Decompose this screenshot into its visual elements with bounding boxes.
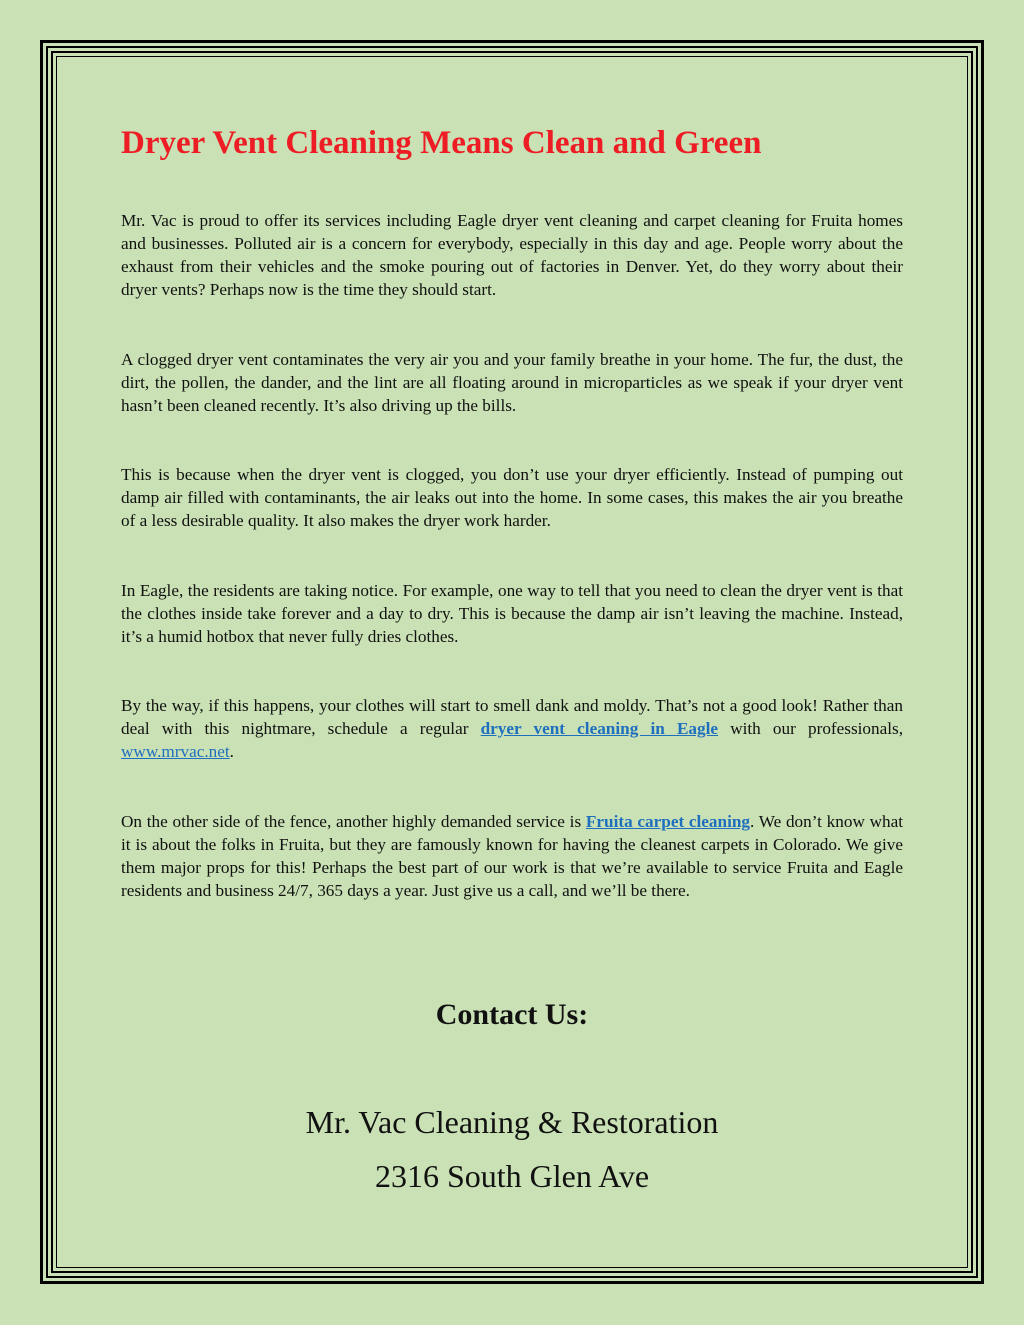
company-name: Mr. Vac Cleaning & Restoration xyxy=(305,1104,719,1140)
paragraph-schedule-text-middle: with our professionals, xyxy=(718,719,903,738)
dryer-vent-cleaning-eagle-link[interactable]: dryer vent cleaning in Eagle xyxy=(480,719,719,738)
company-address: 2316 South Glen Ave xyxy=(374,1158,650,1194)
paragraph-schedule xyxy=(121,694,903,763)
paragraph-schedule-text-after: . xyxy=(229,742,234,761)
paragraph-eagle-residents: In Eagle, the residents are taking notice. For example, one way to tell that you need to clean the dryer vent is that the clothes inside take forever and a day to dry. This is because the damp air isn’t leaving the machine. Instead, it’s a humid hotbox that never fully dries clothes. xyxy=(121,581,903,646)
contact-heading: Contact Us: xyxy=(435,998,589,1031)
paragraph-carpet-cleaning xyxy=(121,810,903,902)
paragraph-clogged-vent: A clogged dryer vent contaminates the very air you and your family breathe in your home. The fur, the dust, the dirt, the pollen, the dander, and the lint are all floating around in microparticles as we speak if your dryer vent hasn’t been cleaned recently. It’s also driving up the bills. xyxy=(121,350,903,415)
paragraph-carpet-text-after: . We don’t know what it is about the folks in Fruita, but they are famously known for having the cleanest carpets in Colorado. We give them major props for this! Perhaps the best part of our work is that we’re available to service Fruita and Eagle residents and business 24/7, 365 days a year. Just give us a call, and we’ll be there. xyxy=(121,812,904,900)
paragraph-carpet-text-before: On the other side of the fence, another highly demanded service is xyxy=(121,812,586,831)
fruita-carpet-cleaning-link[interactable]: Fruita carpet cleaning xyxy=(585,812,751,831)
paragraph-efficiency: This is because when the dryer vent is clogged, you don’t use your dryer efficiently. Instead of pumping out damp air filled with contaminants, the air leaks out into the home. In some cases, this makes the air you breathe of a less desirable quality. It also makes the dryer work harder. xyxy=(121,465,903,530)
mrvac-website-link[interactable]: www.mrvac.net xyxy=(121,742,230,761)
paragraph-schedule-text-before: By the way, if this happens, your clothes will start to smell dank and moldy. That’s not a good look! Rather than deal with this nightmare, schedule a regular xyxy=(121,696,903,738)
paragraph-intro: Mr. Vac is proud to offer its services including Eagle dryer vent cleaning and carpet cleaning for Fruita homes and businesses. Polluted air is a concern for everybody, especially in this day and age. People worry about the exhaust from their vehicles and the smoke pouring out of factories in Denver. Yet, do they worry about their dryer vents? Perhaps now is the time they should start. xyxy=(121,211,903,299)
page-title: Dryer Vent Cleaning Means Clean and Green xyxy=(121,125,762,161)
